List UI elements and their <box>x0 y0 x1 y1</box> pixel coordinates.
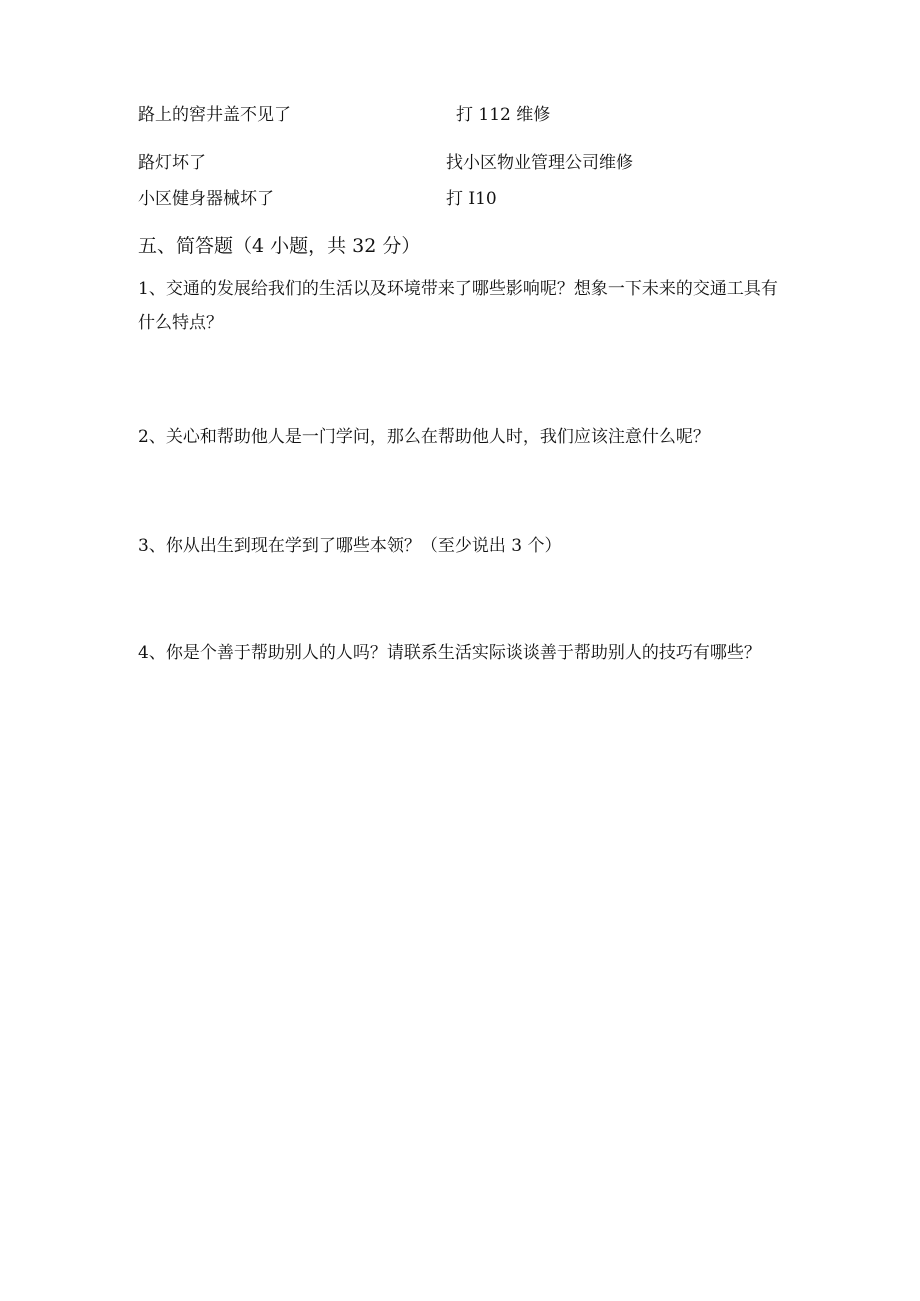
matching-left-item: 路上的窖井盖不见了 <box>138 105 291 125</box>
section-title: 五、简答题（4 小题，共 32 分） <box>138 235 421 257</box>
question-1: 1、交通的发展给我们的生活以及环境带来了哪些影响呢？想象一下未来的交通工具有什么特点？ <box>138 279 778 333</box>
question-3: 3、你从出生到现在学到了哪些本领？（至少说出 3 个） <box>138 536 562 556</box>
matching-row <box>138 187 798 211</box>
matching-left-item: 小区健身器械坏了 <box>138 189 274 209</box>
matching-right-item: 打 I10 <box>446 189 497 209</box>
matching-row <box>138 151 798 175</box>
matching-right-item: 打 112 维修 <box>456 105 551 125</box>
matching-row <box>138 103 798 127</box>
question-2: 2、关心和帮助他人是一门学问，那么在帮助他人时，我们应该注意什么呢？ <box>138 427 710 447</box>
question-4: 4、你是个善于帮助别人的人吗？请联系生活实际谈谈善于帮助别人的技巧有哪些？ <box>138 643 761 663</box>
matching-right-item: 找小区物业管理公司维修 <box>446 153 633 173</box>
matching-left-item: 路灯坏了 <box>138 153 206 173</box>
